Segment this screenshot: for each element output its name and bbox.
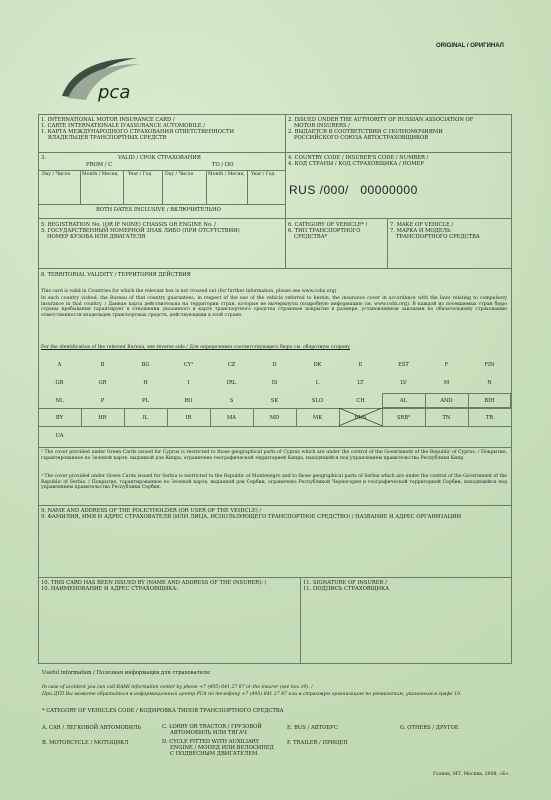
category-a: A. CAR / ЛЕГКОВОЙ АВТОМОБИЛЬ bbox=[42, 725, 141, 731]
country-cell-gb: GB bbox=[55, 379, 64, 386]
country-cell-ir: IR bbox=[185, 415, 192, 422]
guarantee-text: In each country visited, the Bureau of that country guarantees, in respect of the use of the vehicle referred to herein, the insurance cover in accordance with the laws relating to compulsory insurance in that country. / Данная карта действительна на территории стран, которые не вычеркнуты (подробную информацию см. www.cobx.org). В каждой из посещаемых стран бюро страны пребывания гарантирует в отношении указанного в карте транспортного средства страховое покрытие в размере, установленном законами по обязательному страхованию ответственности владельцев транспортных средств, действующими в этой стране. bbox=[41, 296, 507, 318]
country-cell-dk: DK bbox=[313, 362, 322, 368]
footnote-serbia: ² The cover provided under Green Cards issued for Serbia is restricted to the Republic of Montenegro and to those geographical parts of Serbia which are under the control of the Government of the Republic of Serbia. / Покрытие, гарантированное по Зеленой карте, выданной для Сербии, ограничено Республикой Черногория и географической территорией Сербии, находящейся под управлением правительства Республики Сербия. bbox=[41, 474, 507, 490]
logo-text: pca bbox=[98, 82, 131, 103]
box3-number: 3. bbox=[41, 155, 46, 161]
grid-col-line bbox=[167, 408, 168, 426]
from-month: Month / Месяц bbox=[82, 172, 118, 177]
validity-note: This card is valid in Countries for which the relevant box is not crossed out (for further information, please see www.cobx.org) bbox=[41, 289, 337, 294]
country-cell-pl: PL bbox=[142, 397, 149, 404]
country-cell-i: I bbox=[187, 379, 190, 386]
country-cell-sk: SK bbox=[270, 397, 279, 404]
country-cell-e: E bbox=[358, 362, 363, 368]
grid-col-line bbox=[253, 408, 254, 426]
rsa-logo bbox=[58, 52, 143, 104]
country-cell-b: B bbox=[100, 362, 105, 368]
country-cell-tn: TN bbox=[442, 415, 451, 422]
box9: 9. NAME AND ADDRESS OF THE POLICYHOLDER (OR USER OF THE VEHICLE) / 9. ФАМИЛИЯ, ИМЯ И АДРЕС СТРАХОВАТЕЛЯ (ИЛИ ЛИЦА, ИСПОЛЬЗУЮЩЕГО ТРАНСПОРТНОЕ СРЕДСТВО) / НАЗВАНИЕ И АДРЕС ОРГАНИЗАЦИИ bbox=[41, 508, 462, 520]
country-cell-h: H bbox=[143, 379, 148, 386]
card-number: RUS /000/ 00000000 bbox=[289, 183, 418, 197]
useful-info-en: In case of accident you can call RAMI information center by phone +7 (495) 641 27 87 or the insurer (see box 10). / bbox=[42, 685, 313, 690]
grid-line-3 bbox=[38, 408, 512, 409]
box7: 7. MAKE OF VEHICLE / 7. МАРКА И МОДЕЛЬ ТРАНСПОРТНОГО СРЕДСТВА bbox=[390, 222, 480, 240]
country-cell-m: M bbox=[443, 379, 450, 386]
vehicle-category-title: * CATEGORY OF VEHICLES CODE / КОДИРОВКА ТИПОВ ТРАНСПОРТНОГО СРЕДСТВА bbox=[42, 708, 284, 714]
country-cell-bih: BIH bbox=[484, 397, 495, 404]
country-cell-ch: CH bbox=[356, 397, 365, 404]
country-cell-ua: UA bbox=[55, 433, 64, 440]
country-cell-and: AND bbox=[440, 397, 453, 404]
country-cell-rus: RUS bbox=[354, 415, 367, 422]
to-year: Year / Год bbox=[251, 172, 275, 177]
validity-label: VALID / СРОК СТРАХОВАНИЯ bbox=[118, 155, 201, 161]
country-cell-il: IL bbox=[142, 415, 149, 422]
country-cell-bg: BG bbox=[141, 362, 150, 368]
grid-col-line bbox=[296, 408, 297, 426]
box6: 6. CATEGORY OF VEHICLE* / 6. ТИП ТРАНСПОРТНОГО СРЕДСТВА* bbox=[288, 222, 368, 240]
from-day: Day / Число bbox=[42, 172, 71, 177]
country-cell-tr: TR bbox=[485, 415, 494, 422]
country-cell-lv: LV bbox=[400, 379, 407, 386]
country-cell-a: A bbox=[57, 362, 62, 368]
to-label: TO / ПО bbox=[212, 162, 234, 168]
box1: 1. INTERNATIONAL MOTOR INSURANCE CARD / 1. CARTE INTERNATIONALE D'ASSURANCE AUTOMOBILE / 1. КАРТА МЕЖДУНАРОДНОГО СТРАХОВАНИЯ ОТВЕТСТВЕННОСТИ ВЛАДЕЛЬЦЕВ ТРАНСПОРТНЫХ СРЕДСТВ bbox=[41, 117, 234, 141]
territorial-validity-title: 8. TERRITORIAL VALIDITY / ТЕРРИТОРИЯ ДЕЙСТВИЯ bbox=[41, 272, 191, 278]
box4: 4. COUNTRY CODE / INSURER'S CODE / NUMBER / 4. КОД СТРАНЫ / КОД СТРАХОВЩИКА / НОМЕР bbox=[288, 155, 429, 167]
bureau-identification: For the identification of the relevant Bureau, see reverse side / Для определения соответствующего бюро см. оборотную сторону bbox=[41, 345, 351, 350]
grid-col-line bbox=[425, 408, 426, 426]
box11: 11. SIGNATURE OF INSURER / 11. ПОДПИСЬ СТРАХОВЩИКА bbox=[303, 580, 390, 592]
to-month: Month / Месяц bbox=[208, 172, 244, 177]
printer-imprint: Гознак, МТ, Москва, 2008, «Б». bbox=[433, 772, 510, 777]
box10: 10. THIS CARD HAS BEEN ISSUED BY (NAME AND ADDRESS OF THE INSURER): / 10. НАИМЕНОВАНИЕ И АДРЕС СТРАХОВЩИКА: bbox=[41, 580, 267, 592]
country-cell-irl: IRL bbox=[226, 379, 237, 386]
both-dates-inclusive: BOTH DATES INCLUSIVE / ВКЛЮЧИТЕЛЬНО bbox=[96, 207, 221, 213]
category-b: B. MOTORCYCLE / МОТОЦИКЛ bbox=[42, 740, 129, 746]
useful-info-ru: При ДТП Вы можете обратиться в информационный центр РСА по телефону +7 (495) 641 27 87 или в страховую организацию по реквизитам, указанным в графе 10. bbox=[42, 692, 462, 697]
country-cell-d: D bbox=[272, 362, 277, 368]
country-cell-nl: NL bbox=[55, 397, 64, 404]
from-label: FROM / С bbox=[86, 162, 113, 168]
country-cell-slo: SLO bbox=[311, 397, 324, 404]
grid-col-line bbox=[382, 408, 383, 426]
country-cell-gr: GR bbox=[98, 379, 107, 386]
country-cell-p: P bbox=[100, 397, 105, 404]
country-cell-srb: SRB² bbox=[396, 415, 411, 422]
al-and-bih-box bbox=[382, 393, 511, 409]
country-cell-est: EST bbox=[398, 362, 409, 368]
country-cell-l: L bbox=[315, 379, 320, 386]
footnote-cyprus: ¹ The cover provided under Green Cards issued for Cyprus is restricted to those geographical parts of Cyprus which are under the control of the Government of the Republic of Cyprus. / Покрытие, гарантированное по Зеленой карте, выданной для Кипра, ограничено географической территорией Кипра, находящейся под управлением правительства Республики Кипр. bbox=[41, 450, 507, 461]
box5: 5. REGISTRATION No. (OR IF NONE) CHASSIS OR ENGINE No. / 5. ГОСУДАРСТВЕННЫЙ НОМЕРНОЙ ЗНАК ЛИБО (ПРИ ОТСУТСТВИИ) НОМЕР КУЗОВА ИЛИ ДВИГАТЕЛЯ bbox=[41, 222, 240, 240]
grid-col-line bbox=[124, 408, 125, 426]
category-d: D. CYCLE FITTED WITH AUXILIARY ENGINE / МОПЕД ИЛИ ВЕЛОСИПЕД С ПОДВЕСНЫМ ДВИГАТЕЛЕМ bbox=[162, 739, 274, 757]
country-cell-cy: CY¹ bbox=[183, 362, 194, 368]
grid-col-line bbox=[511, 408, 512, 426]
country-cell-is: IS bbox=[271, 379, 278, 386]
category-e: E. BUS / АВТОБУС bbox=[287, 725, 338, 731]
category-g: G. OTHERS / ДРУГОЕ bbox=[400, 725, 459, 731]
grid-col-line bbox=[468, 408, 469, 426]
grid-col-line bbox=[81, 408, 82, 426]
from-year: Year / Год bbox=[128, 172, 152, 177]
grid-line-4 bbox=[38, 426, 512, 427]
country-cell-f: F bbox=[444, 362, 449, 368]
country-cell-mk: MK bbox=[312, 415, 323, 422]
box2: 2. ISSUED UNDER THE AUTHORITY OF RUSSIAN ASSOCIATION OF MOTOR INSURERS / 2. ВЫДАЕТСЯ В СООТВЕТСТВИИ С ПОЛНОМОЧИЯМИ РОССИЙСКОГО СОЮЗА АВТОСТРАХОВЩИКОВ bbox=[288, 117, 474, 141]
country-cell-fin: FIN bbox=[484, 362, 495, 368]
country-cell-al: AL bbox=[399, 397, 408, 404]
grid-col-line bbox=[468, 393, 469, 409]
country-cell-by: BY bbox=[55, 415, 64, 422]
country-cell-lt: LT bbox=[357, 379, 364, 386]
to-day: Day / Число bbox=[165, 172, 194, 177]
original-label: ORIGINAL / ОРИГИНАЛ bbox=[436, 43, 504, 49]
useful-info-title: Useful information / Полезная информация для страхователя: bbox=[42, 670, 211, 676]
grid-col-line bbox=[425, 393, 426, 409]
country-cell-hr: HR bbox=[98, 415, 107, 422]
category-f: F. TRAILER / ПРИЦЕП bbox=[287, 740, 348, 746]
country-cell-cz: CZ bbox=[227, 362, 236, 368]
country-cell-ma: MA bbox=[226, 415, 237, 422]
country-cell-md: MD bbox=[269, 415, 280, 422]
country-cell-s: S bbox=[229, 397, 234, 404]
country-cell-ro: RO bbox=[184, 397, 193, 404]
grid-col-line bbox=[210, 408, 211, 426]
category-c: C. LORRY OR TRACTOR / ГРУЗОВОЙ АВТОМОБИЛЬ ИЛИ ТЯГАЧ bbox=[162, 724, 262, 736]
rus-crossed-out bbox=[339, 408, 382, 426]
country-cell-n: N bbox=[487, 379, 492, 386]
